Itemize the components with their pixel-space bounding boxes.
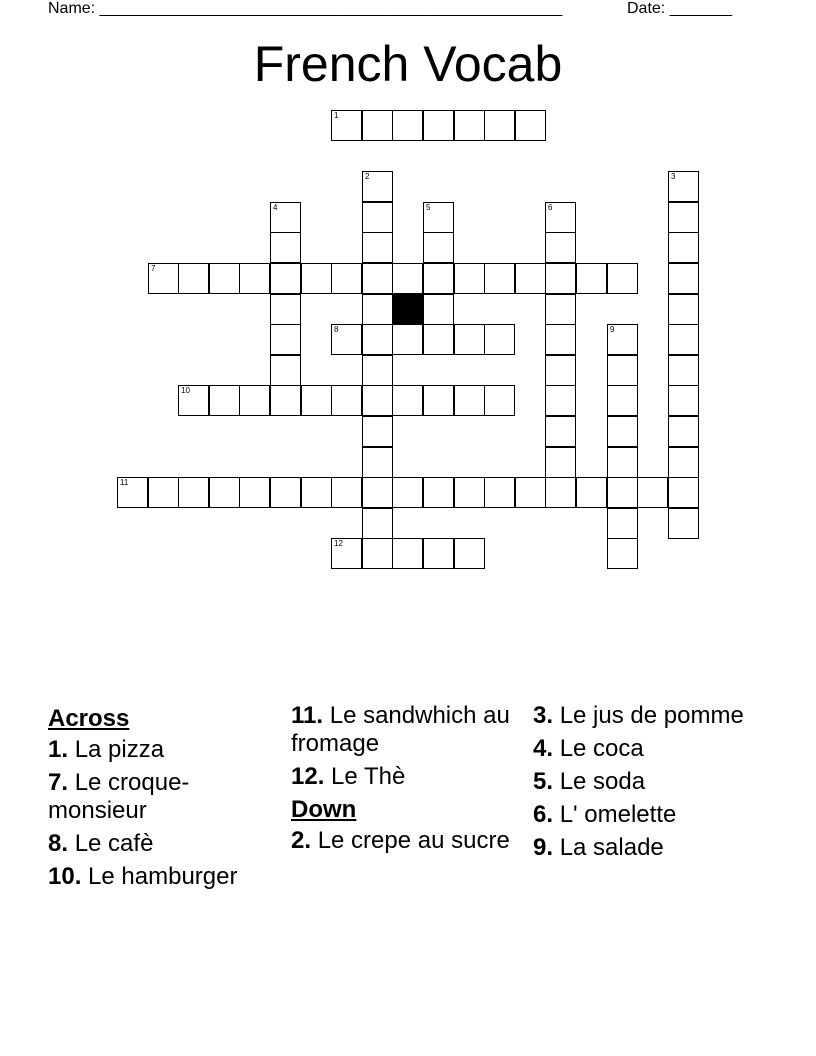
name-field: Name: ____________________________________________________ [48,0,563,17]
grid-cell[interactable] [423,202,454,233]
grid-cell[interactable] [423,324,454,355]
clue-down-6: 6. L' omelette [533,801,677,828]
grid-cell[interactable] [545,202,576,233]
clue-across-12: 12. Le Thè [291,763,406,790]
grid-cell[interactable] [607,477,638,508]
clues-column-2 [291,702,521,860]
grid-cell[interactable] [392,324,423,355]
down-heading: Down [291,796,357,823]
grid-cell[interactable] [239,263,270,294]
grid-cell[interactable] [148,263,179,294]
grid-cell[interactable] [392,385,423,416]
grid-cell[interactable] [331,263,362,294]
grid-cell[interactable] [209,385,240,416]
grid-cell[interactable] [362,110,393,141]
grid-cell[interactable] [423,110,454,141]
grid-cell[interactable] [362,171,393,202]
grid-cell[interactable] [423,477,454,508]
grid-cell[interactable] [484,477,515,508]
grid-cell[interactable] [484,385,515,416]
clue-number: 12 [334,539,343,548]
grid-cell[interactable] [545,385,576,416]
grid-cell[interactable] [607,355,638,386]
grid-cell[interactable] [362,477,393,508]
grid-cell[interactable] [270,294,301,325]
grid-cell[interactable] [362,538,393,569]
grid-cell[interactable] [331,324,362,355]
grid-cell[interactable] [668,171,699,202]
grid-cell[interactable] [331,538,362,569]
grid-cell[interactable] [515,477,546,508]
grid-cell[interactable] [392,110,423,141]
grid-cell[interactable] [270,385,301,416]
grid-cell[interactable] [668,416,699,447]
grid-cell[interactable] [607,416,638,447]
grid-cell[interactable] [515,263,546,294]
clue-number: 4 [273,203,278,212]
grid-cell[interactable] [423,538,454,569]
grid-cell[interactable] [301,477,332,508]
grid-cell[interactable] [637,477,668,508]
grid-cell[interactable] [331,477,362,508]
grid-cell[interactable] [607,447,638,478]
grid-cell[interactable] [607,263,638,294]
clue-number: 3 [671,172,676,181]
clue-across-10: 10. Le hamburger [48,863,238,890]
grid-cell[interactable] [239,385,270,416]
grid-cell[interactable] [301,385,332,416]
grid-cell[interactable] [484,263,515,294]
grid-cell[interactable] [668,324,699,355]
grid-cell[interactable] [423,385,454,416]
grid-cell[interactable] [454,110,485,141]
grid-cell[interactable] [362,202,393,233]
grid-cell[interactable] [178,385,209,416]
grid-cell[interactable] [668,385,699,416]
clue-number: 9 [610,325,615,334]
clue-number: 10 [181,386,190,395]
clue-number: 2 [365,172,370,181]
clue-number: 11 [120,478,129,487]
grid-cell[interactable] [607,538,638,569]
clue-number: 5 [426,203,431,212]
grid-cell[interactable] [668,508,699,539]
grid-cell[interactable] [423,232,454,263]
grid-cell[interactable] [270,477,301,508]
grid-cell[interactable] [301,263,332,294]
grid-cell[interactable] [362,355,393,386]
clue-across-1: 1. La pizza [48,736,165,763]
grid-cell[interactable] [331,385,362,416]
clue-number: 6 [548,203,553,212]
grid-cell[interactable] [545,477,576,508]
grid-cell[interactable] [545,263,576,294]
grid-cell[interactable] [392,477,423,508]
grid-cell[interactable] [362,263,393,294]
clue-across-11: 11. Le sandwhich au fromage [291,702,510,757]
grid-cell[interactable] [270,355,301,386]
grid-cell[interactable] [607,508,638,539]
page-title: French Vocab [253,36,563,92]
grid-cell[interactable] [362,447,393,478]
grid-cell[interactable] [607,385,638,416]
clue-number: 1 [334,111,339,120]
grid-cell[interactable] [454,385,485,416]
grid-cell[interactable] [270,263,301,294]
clues-column-1 [48,702,278,896]
grid-cell[interactable] [178,263,209,294]
grid-cell[interactable] [668,263,699,294]
grid-cell[interactable] [545,294,576,325]
grid-cell[interactable] [607,324,638,355]
grid-cell[interactable] [576,477,607,508]
clue-down-3: 3. Le jus de pomme [533,702,744,729]
grid-cell[interactable] [392,538,423,569]
grid-cell[interactable] [209,263,240,294]
grid-cell[interactable] [668,294,699,325]
grid-cell[interactable] [239,477,270,508]
grid-cell[interactable] [545,355,576,386]
grid-cell[interactable] [362,416,393,447]
black-cell [392,294,423,325]
grid-cell[interactable] [392,263,423,294]
clue-down-9: 9. La salade [533,834,664,861]
clues-column-3 [533,702,773,867]
grid-cell[interactable] [668,447,699,478]
grid-cell[interactable] [362,508,393,539]
grid-cell[interactable] [209,477,240,508]
grid-cell[interactable] [545,232,576,263]
grid-cell[interactable] [148,477,179,508]
clue-across-7: 7. Le croque-monsieur [48,769,190,824]
grid-cell[interactable] [362,385,393,416]
grid-cell[interactable] [270,202,301,233]
clue-down-4: 4. Le coca [533,735,644,762]
across-heading: Across [48,705,130,732]
grid-cell[interactable] [454,263,485,294]
clue-down-2: 2. Le crepe au sucre [291,827,510,854]
grid-cell[interactable] [117,477,148,508]
grid-cell[interactable] [515,110,546,141]
grid-cell[interactable] [362,324,393,355]
grid-cell[interactable] [362,232,393,263]
grid-cell[interactable] [484,324,515,355]
grid-cell[interactable] [576,263,607,294]
grid-cell[interactable] [545,324,576,355]
grid-cell[interactable] [545,447,576,478]
grid-cell[interactable] [362,294,393,325]
grid-cell[interactable] [668,202,699,233]
grid-cell[interactable] [545,416,576,447]
grid-cell[interactable] [423,294,454,325]
grid-cell[interactable] [668,477,699,508]
clue-number: 7 [151,264,156,273]
grid-cell[interactable] [454,538,485,569]
grid-cell[interactable] [423,263,454,294]
grid-cell[interactable] [270,232,301,263]
grid-cell[interactable] [454,324,485,355]
grid-cell[interactable] [331,110,362,141]
grid-cell[interactable] [178,477,209,508]
grid-cell[interactable] [668,232,699,263]
clue-down-5: 5. Le soda [533,768,646,795]
clue-number: 8 [334,325,339,334]
grid-cell[interactable] [484,110,515,141]
clue-across-8: 8. Le cafè [48,830,154,857]
grid-cell[interactable] [454,477,485,508]
grid-cell[interactable] [668,355,699,386]
grid-cell[interactable] [270,324,301,355]
date-field: Date: _______ [627,0,732,17]
